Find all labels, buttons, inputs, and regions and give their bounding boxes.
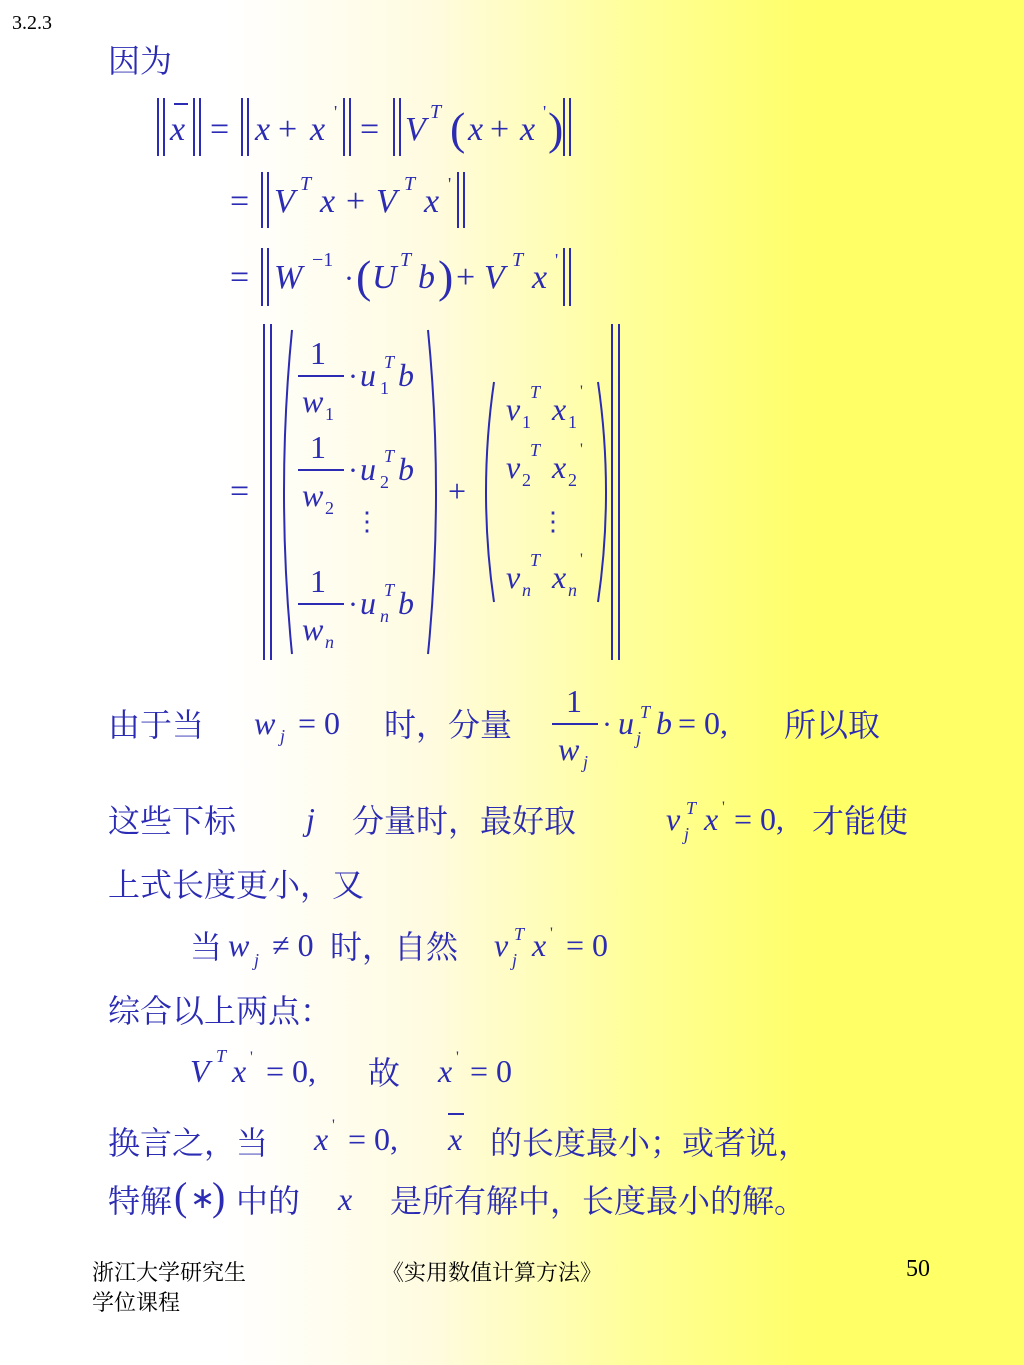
math-vjt-x-zero bbox=[664, 792, 816, 848]
text-naturally: 时，自然 bbox=[330, 928, 459, 966]
text-in: 中的 bbox=[236, 1182, 301, 1220]
svg-text:⋮: ⋮ bbox=[540, 507, 566, 536]
svg-text:= 0: = 0 bbox=[298, 705, 341, 741]
heading-because: 因为 bbox=[108, 42, 173, 80]
svg-text:j: j bbox=[306, 801, 315, 837]
svg-text:T: T bbox=[530, 440, 541, 460]
svg-text:v: v bbox=[666, 801, 681, 837]
svg-text:+: + bbox=[490, 111, 510, 148]
svg-text:': ' bbox=[250, 1049, 253, 1066]
svg-text:': ' bbox=[550, 925, 553, 942]
svg-text:x: x bbox=[552, 559, 567, 595]
svg-text:x: x bbox=[552, 449, 567, 485]
svg-text:x: x bbox=[424, 183, 440, 220]
text-these-indices: 这些下标 bbox=[108, 802, 237, 840]
svg-text:': ' bbox=[580, 551, 583, 568]
footer-institution-1: 浙江大学研究生 bbox=[92, 1261, 247, 1286]
svg-text:V: V bbox=[274, 183, 295, 220]
svg-text:': ' bbox=[332, 1117, 335, 1134]
math-x bbox=[330, 1172, 370, 1222]
math-x-prime-zero-2 bbox=[310, 1100, 490, 1166]
text-since-when: 由于当 bbox=[108, 706, 205, 744]
text-best-take: 分量时，最好取 bbox=[352, 802, 577, 840]
svg-text:·: · bbox=[348, 588, 358, 621]
svg-text:T: T bbox=[400, 249, 412, 271]
svg-text:x: x bbox=[532, 259, 548, 296]
svg-text:1: 1 bbox=[310, 429, 326, 465]
svg-text:2: 2 bbox=[522, 470, 531, 490]
svg-text:−1: −1 bbox=[312, 249, 334, 271]
footer-institution-2: 学位课程 bbox=[92, 1291, 181, 1316]
svg-text:u: u bbox=[360, 585, 376, 621]
math-wj-nonzero bbox=[226, 920, 336, 972]
svg-text:·: · bbox=[602, 708, 612, 741]
svg-text:T: T bbox=[384, 580, 395, 600]
svg-text:T: T bbox=[530, 550, 541, 570]
text-smallest-solution: 是所有解中，长度最小的解。 bbox=[390, 1182, 807, 1220]
svg-text:v: v bbox=[506, 449, 521, 485]
svg-text:b: b bbox=[418, 259, 435, 296]
svg-text:T: T bbox=[512, 249, 524, 271]
svg-text:x: x bbox=[310, 111, 326, 148]
svg-text:u: u bbox=[618, 705, 634, 741]
svg-text:=: = bbox=[360, 111, 380, 148]
text-when: 当 bbox=[190, 928, 223, 966]
svg-text:j: j bbox=[280, 726, 286, 746]
svg-text:x: x bbox=[320, 183, 336, 220]
svg-text:): ) bbox=[212, 1174, 226, 1219]
svg-text:1: 1 bbox=[380, 378, 389, 398]
svg-text:b: b bbox=[398, 357, 414, 393]
svg-text:T: T bbox=[430, 101, 442, 123]
math-vt-x-zero bbox=[186, 1044, 356, 1100]
svg-text:j: j bbox=[636, 728, 642, 748]
svg-text:x: x bbox=[468, 111, 484, 148]
text-shortest-length: 的长度最小；或者说， bbox=[490, 1124, 811, 1162]
footer-page-number: 50 bbox=[906, 1256, 930, 1282]
svg-text:V: V bbox=[190, 1053, 210, 1089]
svg-text:x: x bbox=[232, 1053, 247, 1089]
svg-text:x: x bbox=[255, 111, 271, 148]
svg-text:+: + bbox=[346, 183, 366, 220]
svg-text:': ' bbox=[555, 250, 559, 270]
math-j bbox=[300, 796, 330, 846]
text-therefore: 故 bbox=[368, 1054, 401, 1092]
svg-text:+: + bbox=[448, 473, 467, 509]
svg-text:w: w bbox=[228, 927, 250, 963]
svg-text:U: U bbox=[372, 259, 397, 296]
svg-text:w: w bbox=[302, 383, 324, 419]
svg-text:v: v bbox=[506, 559, 521, 595]
svg-text:=: = bbox=[210, 111, 230, 148]
svg-text:': ' bbox=[334, 102, 338, 122]
svg-text:= 0,: = 0, bbox=[348, 1121, 399, 1157]
svg-text:+: + bbox=[278, 111, 298, 148]
svg-text:1: 1 bbox=[325, 404, 334, 424]
equation-derivation bbox=[0, 0, 1024, 680]
text-in-other-words: 换言之，当 bbox=[108, 1124, 269, 1162]
svg-text:(: ( bbox=[450, 103, 466, 154]
svg-text:n: n bbox=[380, 606, 389, 626]
svg-text:j: j bbox=[512, 950, 518, 970]
svg-text:V: V bbox=[405, 111, 426, 148]
svg-text:T: T bbox=[530, 382, 541, 402]
text-particular-solution: 特解 bbox=[108, 1182, 173, 1220]
svg-text:V: V bbox=[376, 183, 397, 220]
math-vjt-x-zero-2 bbox=[492, 918, 632, 974]
footer-course-title: 《实用数值计算方法》 bbox=[382, 1261, 603, 1286]
svg-text:v: v bbox=[494, 927, 509, 963]
svg-text:= 0,: = 0, bbox=[678, 705, 729, 741]
svg-text:b: b bbox=[398, 585, 414, 621]
svg-text:(: ( bbox=[174, 1174, 188, 1219]
svg-text:': ' bbox=[580, 441, 583, 458]
svg-text:': ' bbox=[580, 383, 583, 400]
svg-text:+: + bbox=[456, 259, 476, 296]
svg-text:2: 2 bbox=[380, 472, 389, 492]
svg-text:=: = bbox=[230, 259, 250, 296]
svg-text:b: b bbox=[398, 451, 414, 487]
svg-text:1: 1 bbox=[568, 412, 577, 432]
svg-text:j: j bbox=[684, 824, 690, 844]
svg-text:·: · bbox=[348, 454, 358, 487]
text-component: 时，分量 bbox=[384, 706, 513, 744]
svg-text:x: x bbox=[532, 927, 547, 963]
svg-text:T: T bbox=[404, 173, 416, 195]
svg-text:n: n bbox=[568, 580, 577, 600]
svg-text:2: 2 bbox=[325, 498, 334, 518]
svg-text:·: · bbox=[348, 360, 358, 393]
svg-text:= 0,: = 0, bbox=[266, 1053, 317, 1089]
svg-text:= 0,: = 0, bbox=[734, 801, 785, 837]
svg-text:⋮: ⋮ bbox=[354, 507, 380, 536]
svg-text:V: V bbox=[484, 259, 505, 296]
svg-text:x: x bbox=[170, 111, 186, 148]
svg-text:n: n bbox=[325, 632, 334, 652]
svg-text:n: n bbox=[522, 580, 531, 600]
svg-text:T: T bbox=[216, 1046, 227, 1066]
svg-text:·: · bbox=[344, 262, 354, 295]
svg-text:u: u bbox=[360, 357, 376, 393]
svg-text:x: x bbox=[338, 1181, 353, 1217]
svg-text:=: = bbox=[230, 183, 250, 220]
svg-text:j: j bbox=[254, 950, 260, 970]
svg-text:1: 1 bbox=[310, 563, 326, 599]
svg-text:T: T bbox=[640, 702, 651, 722]
text-combine: 综合以上两点： bbox=[108, 992, 333, 1030]
svg-text:= 0: = 0 bbox=[470, 1053, 513, 1089]
math-component-zero bbox=[548, 676, 758, 776]
svg-text:x: x bbox=[438, 1053, 453, 1089]
math-wj-zero bbox=[250, 700, 370, 750]
text-can-make: 才能使 bbox=[812, 802, 909, 840]
svg-text:T: T bbox=[384, 446, 395, 466]
svg-text:': ' bbox=[543, 102, 547, 122]
math-x-prime-zero bbox=[434, 1044, 544, 1100]
svg-text:∗: ∗ bbox=[190, 1182, 216, 1215]
svg-text:1: 1 bbox=[522, 412, 531, 432]
svg-text:w: w bbox=[558, 731, 580, 767]
svg-text:x: x bbox=[704, 801, 719, 837]
svg-text:): ) bbox=[548, 103, 564, 154]
svg-text:T: T bbox=[384, 352, 395, 372]
svg-text:T: T bbox=[514, 924, 525, 944]
svg-text:': ' bbox=[722, 799, 725, 816]
svg-text:x: x bbox=[520, 111, 536, 148]
svg-text:): ) bbox=[438, 251, 454, 302]
svg-text:u: u bbox=[360, 451, 376, 487]
svg-text:=: = bbox=[230, 473, 250, 510]
svg-text:w: w bbox=[254, 705, 276, 741]
svg-text:w: w bbox=[302, 611, 324, 647]
svg-text:v: v bbox=[506, 391, 521, 427]
svg-text:x: x bbox=[314, 1121, 329, 1157]
svg-text:= 0: = 0 bbox=[566, 927, 609, 963]
svg-text:T: T bbox=[300, 173, 312, 195]
svg-text:j: j bbox=[583, 752, 589, 772]
svg-text:w: w bbox=[302, 477, 324, 513]
svg-text:x: x bbox=[552, 391, 567, 427]
svg-text:b: b bbox=[656, 705, 672, 741]
svg-text:≠ 0: ≠ 0 bbox=[272, 927, 314, 963]
svg-text:W: W bbox=[274, 259, 303, 296]
text-shorter: 上式长度更小，又 bbox=[108, 866, 365, 904]
text-so-take: 所以取 bbox=[784, 706, 881, 744]
svg-text:(: ( bbox=[356, 251, 372, 302]
svg-text:2: 2 bbox=[568, 470, 577, 490]
svg-text:': ' bbox=[456, 1049, 459, 1066]
svg-text:1: 1 bbox=[566, 683, 582, 719]
svg-text:1: 1 bbox=[310, 335, 326, 371]
svg-text:x: x bbox=[448, 1121, 463, 1157]
svg-text:T: T bbox=[686, 798, 697, 818]
section-number: 3.2.3 bbox=[12, 12, 52, 34]
svg-text:': ' bbox=[448, 174, 452, 194]
math-star bbox=[172, 1170, 242, 1226]
